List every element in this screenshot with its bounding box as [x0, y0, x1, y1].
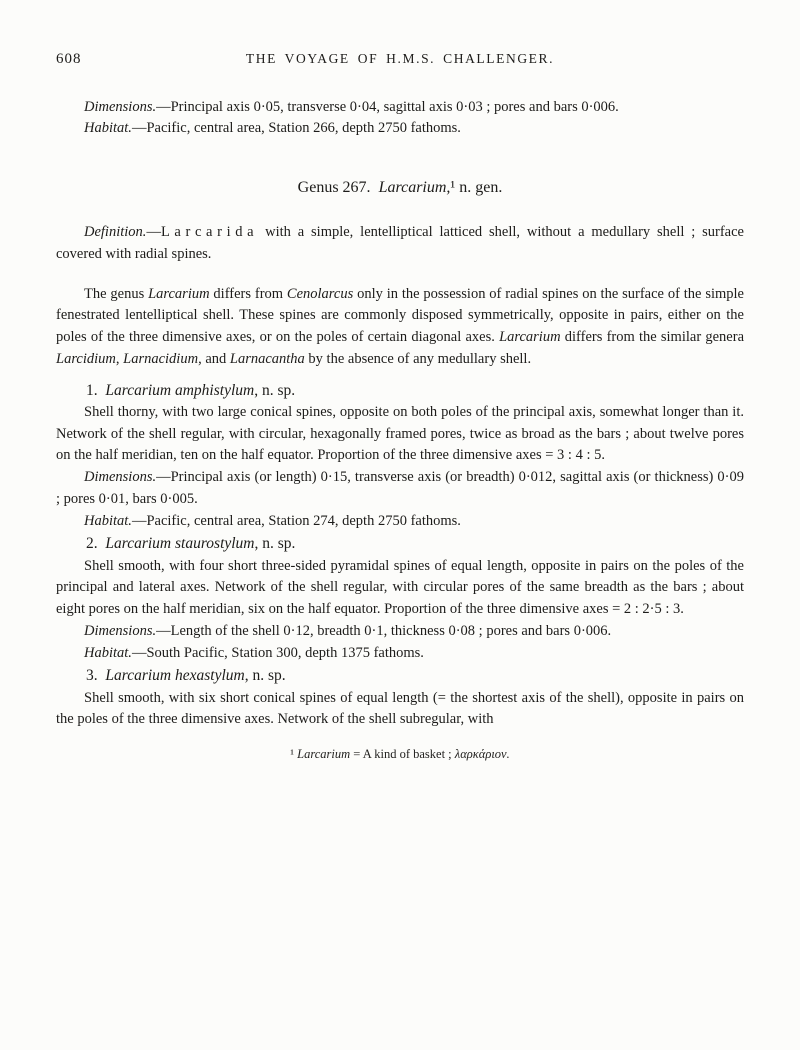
species-section-2 — [56, 532, 744, 664]
front-dimensions-line: Dimensions.—Principal axis 0·05, transverse 0·04, sagittal axis 0·03 ; pores and bars 0·006. — [84, 98, 619, 115]
page-header — [56, 48, 744, 71]
species-heading: 3. Larcarium hexastylum, n. sp. — [86, 667, 286, 685]
species-section-3 — [56, 664, 744, 731]
species-habitat-line: Habitat.—South Pacific, Station 300, depth 1375 fathoms. — [84, 644, 424, 661]
front-habitat-line: Habitat.—Pacific, central area, Station 266, depth 2750 fathoms. — [84, 120, 461, 137]
genus-definition-paragraph: Definition.—Larcarida with a simple, lentelliptical latticed shell, without a medullary shell ; surface covered with radial spines. — [56, 224, 744, 262]
footnote: ¹ Larcarium = A kind of basket ; λαρκάριον. — [290, 747, 510, 761]
running-title: THE VOYAGE OF H.M.S. CHALLENGER. — [245, 51, 555, 66]
species-heading: 2. Larcarium staurostylum, n. sp. — [86, 535, 296, 553]
species-dimensions-line: Dimensions.—Principal axis (or length) 0·15, transverse axis (or breadth) 0·012, sagittal axis (or thickness) 0·09 ; pores 0·01, bars 0·005. — [56, 469, 744, 507]
species-habitat-line: Habitat.—Pacific, central area, Station 274, depth 2750 fathoms. — [84, 512, 461, 529]
species-description: Shell thorny, with two large conical spines, opposite on both poles of the principal axis, somewhat longer than it. Network of the shell regular, with circular, hexagonally framed pores, twice as broad as the bars ; about twelve pores on the half meridian, ten on the half equator. Proportion of the three dimensive axes = 3 : 4 : 5. — [56, 403, 744, 464]
species-description: Shell smooth, with six short conical spines of equal length (= the shortest axis of the shell), opposite in pairs on the poles of the three dimensive axes. Network of the shell subregular, with — [56, 689, 744, 728]
species-description: Shell smooth, with four short three-sided pyramidal spines of equal length, opposite in pairs on the poles of the principal and lateral axes. Network of the shell regular, with circular pores of the same breadth as the bars ; about eight pores on the half meridian, six on the half equator. Proportion of the three dimensive axes = 2 : 2·5 : 3. — [56, 557, 744, 617]
species-dimensions-line: Dimensions.—Length of the shell 0·12, breadth 0·1, thickness 0·08 ; pores and bars 0·006. — [84, 622, 612, 639]
genus-heading: Genus 267. Larcarium,¹ n. gen. — [297, 179, 503, 196]
species-section-1 — [56, 379, 744, 533]
genus-discussion-paragraph: The genus Larcarium differs from Cenolarcus only in the possession of radial spines on the surface of the simple fenestrated lentelliptical shell. These spines are commonly disposed symmetrically, opposite in pairs, either on the poles of the three dimensive axes, or on the poles of certain diagonal axes. Larcarium differs from the similar genera Larcidium, Larnacidium, and Larnacantha by the absence of any medullary shell. — [56, 285, 745, 367]
page-number: 608 — [56, 51, 82, 67]
species-heading: 1. Larcarium amphistylum, n. sp. — [86, 381, 296, 399]
